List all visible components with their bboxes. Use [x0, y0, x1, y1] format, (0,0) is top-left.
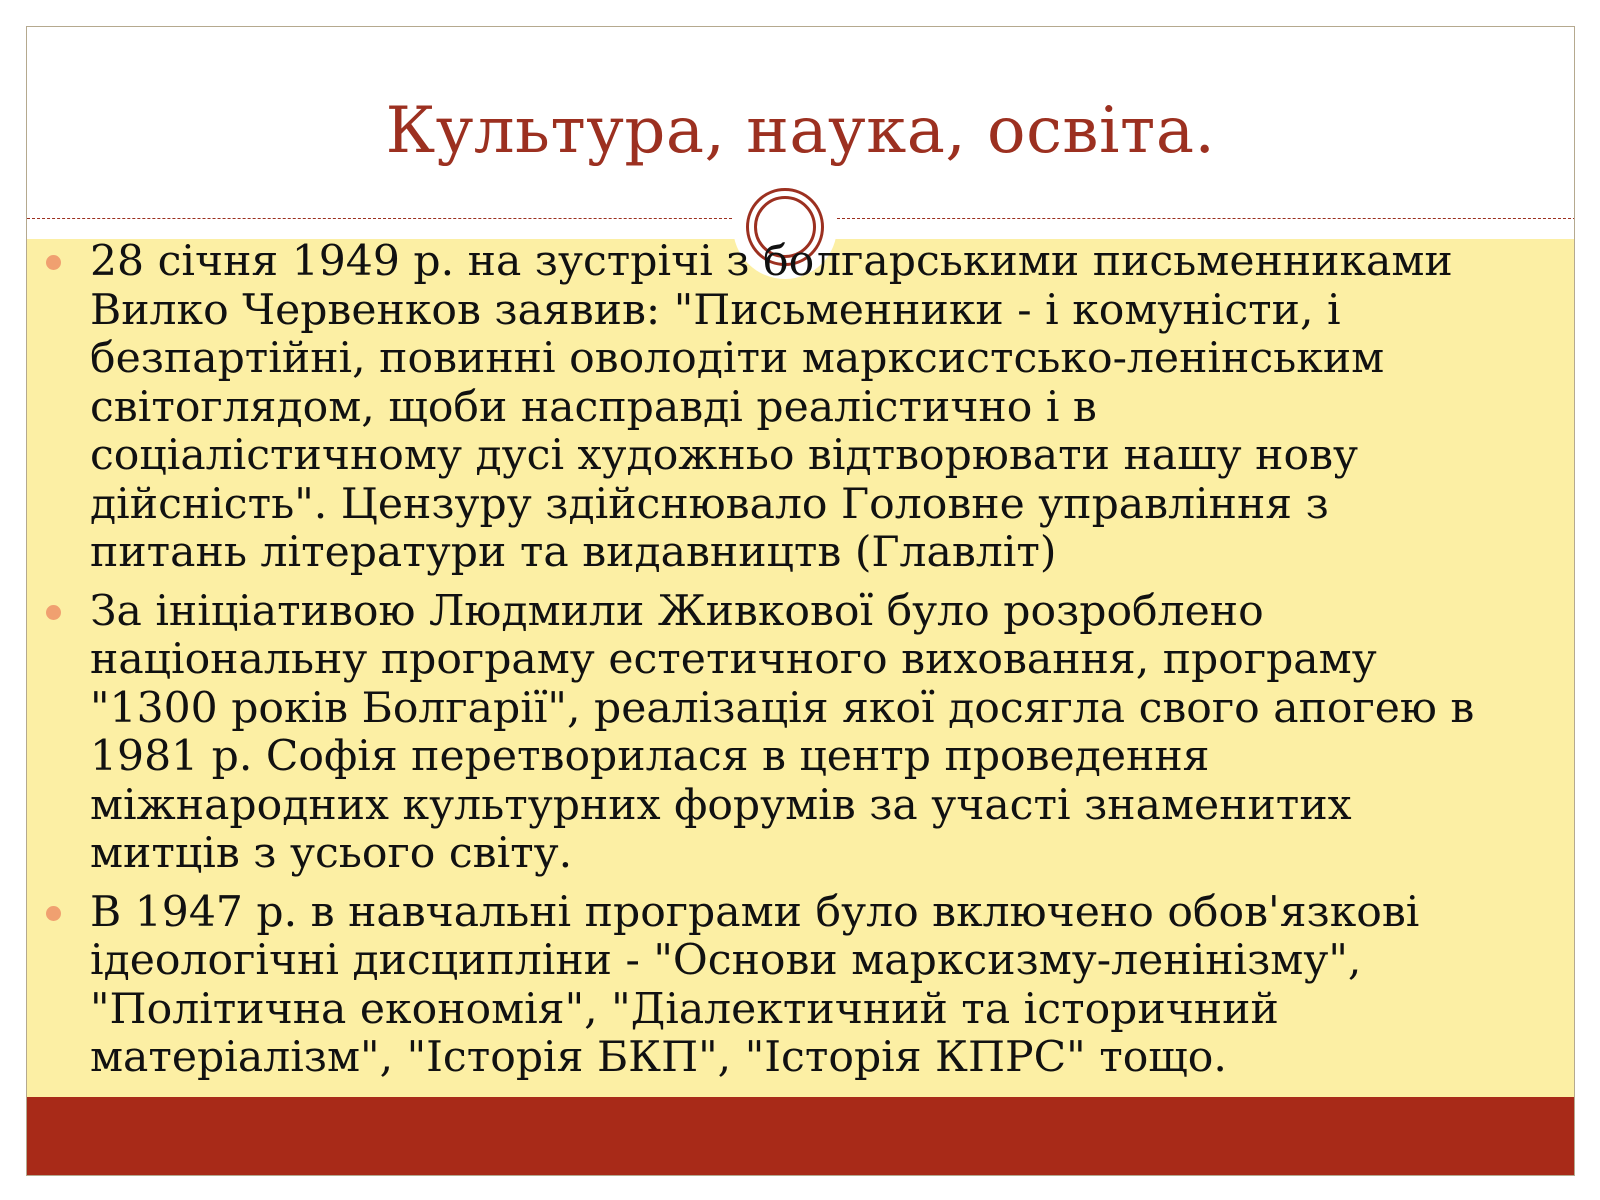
- bullet-text: 28 січня 1949 р. на зустрічі з болгарськими письменниками Вилко Червенков заявив: "Письменники - і комуністи, і безпартійні, повинні оволодіти марксистсько-ленінським світоглядом, щоби насправді реалістично і в соціалістичному дусі художньо відтворювати нашу нову дійсність". Цензуру здійснювало Головне управління з питань літератури та видавництв (Главліт): [90, 237, 1453, 577]
- bullet-text: За ініціативою Людмили Живкової було розроблено національну програму естетичного виховання, програму "1300 років Болгарії", реалізація якої досягла свого апогею в 1981 р. Софія перетворилася в центр проведення міжнародних культурних форумів за участі знаменитих митців з усього світу.: [90, 586, 1475, 878]
- slide-title: Культура, наука, освіта.: [385, 94, 1216, 168]
- bullet-item: [36, 588, 1476, 879]
- circle-bullet-icon: [46, 605, 61, 620]
- bottom-bar: [27, 1097, 1574, 1176]
- bullet-text: В 1947 р. в навчальні програми було включено обов'язкові ідеологічні дисципліни - "Основи марксизму-ленінізму", "Політична економія", "Діалектичний та історичний матеріалізм", "Історія БКП", "Історія КПРС" тощо.: [90, 887, 1420, 1082]
- bullet-list: [36, 238, 1476, 1093]
- bullet-item: [36, 889, 1476, 1083]
- bullet-item: [36, 238, 1476, 578]
- title-divider-left: [27, 218, 732, 219]
- title-divider-right: [837, 218, 1575, 219]
- circle-bullet-icon: [46, 255, 61, 270]
- circle-bullet-icon: [46, 906, 61, 921]
